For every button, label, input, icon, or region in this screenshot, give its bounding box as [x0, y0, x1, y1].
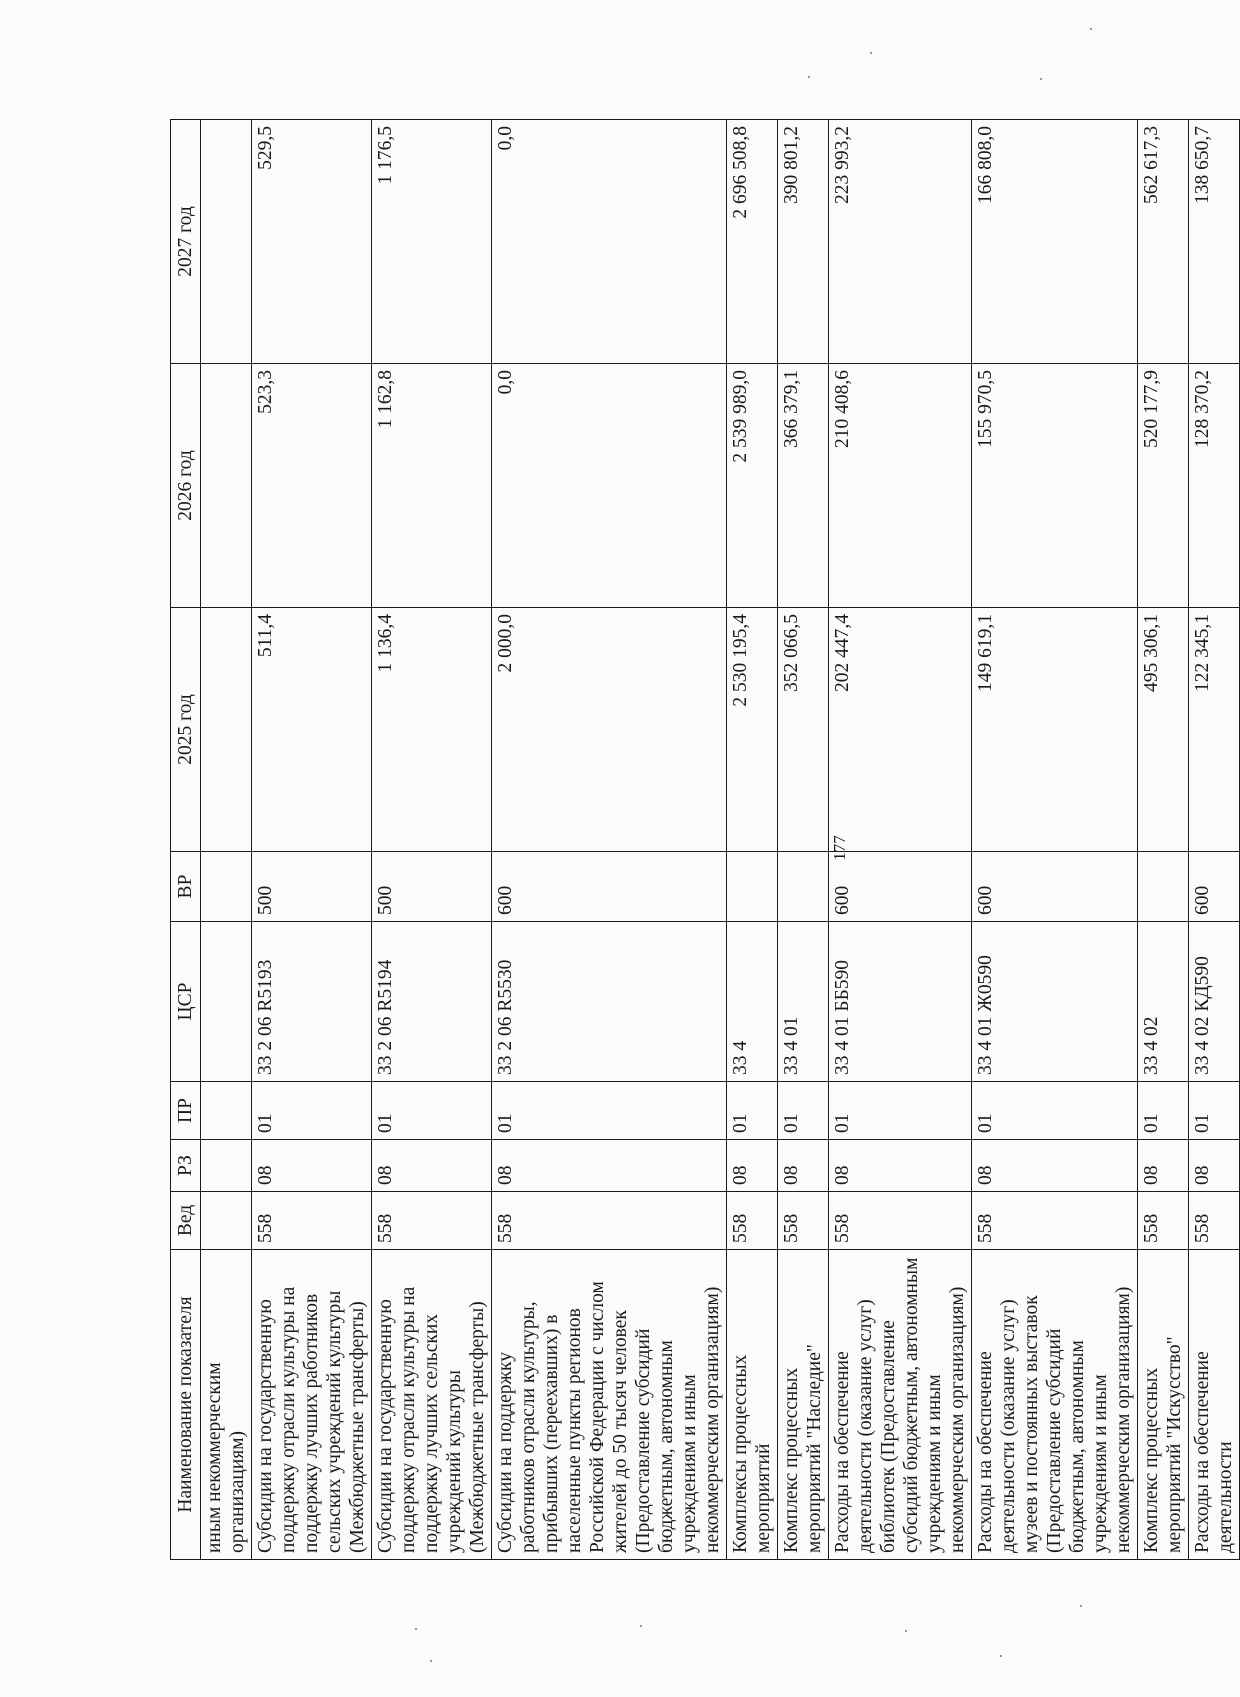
cell-pr: 01: [727, 1082, 778, 1140]
cell-rz: 08: [252, 1140, 372, 1192]
scan-speck: [1090, 28, 1092, 30]
cell-vr: 600: [1189, 852, 1240, 922]
cell-csr: 33 2 06 R5193: [252, 922, 372, 1082]
cell-2026: 366 379,1: [778, 364, 829, 608]
cell-ved: 558: [492, 1192, 727, 1250]
cell-ved: 558: [829, 1192, 972, 1250]
cell-name: Расходы на обеспечение деятельности (оказание услуг) музеев и постоянных выставок (Предоставление субсидий бюджетным, автономным учреждениям и иным некоммерческим организациям): [972, 1250, 1138, 1560]
cell-name: Субсидии на поддержку работников отрасли культуры, прибывших (переехавших) в населенные пункты регионов Российской Федерации с числом жителей до 50 тысяч человек (Предоставление субсидий бюджетным, автономным учреждениям и иным некоммерческим организациям): [492, 1250, 727, 1560]
cell-2026: 1 162,8: [372, 364, 492, 608]
cell-csr: 33 2 06 R5530: [492, 922, 727, 1082]
header-csr: ЦСР: [171, 922, 201, 1082]
cell-pr: 01: [252, 1082, 372, 1140]
cell-2026: 2 539 989,0: [727, 364, 778, 608]
cell-2027: 390 801,2: [778, 120, 829, 364]
cell-ved: 558: [778, 1192, 829, 1250]
rotated-budget-table-container: [170, 120, 1240, 1560]
cell-rz: 08: [778, 1140, 829, 1192]
header-pr: ПР: [171, 1082, 201, 1140]
header-vr: ВР: [171, 852, 201, 922]
cell-csr: 33 4 01 ББ590: [829, 922, 972, 1082]
cell-2026: 520 177,9: [1138, 364, 1189, 608]
cell-rz: 08: [972, 1140, 1138, 1192]
cell-ved: 558: [1138, 1192, 1189, 1250]
cell-rz: [201, 1140, 252, 1192]
cell-csr: [201, 922, 252, 1082]
cell-2025: 511,4: [252, 608, 372, 852]
cell-2025: 352 066,5: [778, 608, 829, 852]
cell-pr: 01: [972, 1082, 1138, 1140]
scan-speck: [808, 76, 810, 78]
cell-vr: 500: [252, 852, 372, 922]
table-row: [372, 120, 492, 1560]
table-row: [1189, 120, 1240, 1560]
header-2026: 2026 год: [171, 364, 201, 608]
cell-2026: [201, 364, 252, 608]
cell-pr: 01: [829, 1082, 972, 1140]
cell-name: Комплексы процессных мероприятий: [727, 1250, 778, 1560]
cell-2025: 1 136,4: [372, 608, 492, 852]
cell-ved: 558: [972, 1192, 1138, 1250]
cell-2025: 149 619,1: [972, 608, 1138, 852]
cell-csr: 33 4: [727, 922, 778, 1082]
cell-vr: [201, 852, 252, 922]
cell-vr: 600: [829, 852, 972, 922]
cell-pr: 01: [492, 1082, 727, 1140]
cell-pr: 01: [778, 1082, 829, 1140]
cell-pr: 01: [1138, 1082, 1189, 1140]
cell-vr: 600: [492, 852, 727, 922]
cell-rz: 08: [372, 1140, 492, 1192]
scan-speck: [870, 52, 872, 54]
table-row: [252, 120, 372, 1560]
cell-pr: 01: [1189, 1082, 1240, 1140]
cell-csr: 33 2 06 R5194: [372, 922, 492, 1082]
cell-2027: 0,0: [492, 120, 727, 364]
cell-csr: 33 4 02 КД590: [1189, 922, 1240, 1082]
header-2027: 2027 год: [171, 120, 201, 364]
table-row: [972, 120, 1138, 1560]
cell-ved: 558: [252, 1192, 372, 1250]
cell-vr: [778, 852, 829, 922]
cell-vr: 600: [972, 852, 1138, 922]
cell-2027: [201, 120, 252, 364]
cell-rz: 08: [492, 1140, 727, 1192]
cell-2027: 1 176,5: [372, 120, 492, 364]
cell-ved: [201, 1192, 252, 1250]
cell-name: иным некоммерческим организациям): [201, 1250, 252, 1560]
cell-name: Расходы на обеспечение деятельности (оказание услуг) библиотек (Предоставление субсидий бюджетным, автономным учреждениям и иным некоммерческим организациям): [829, 1250, 972, 1560]
scan-speck: [1040, 78, 1042, 80]
cell-csr: 33 4 02: [1138, 922, 1189, 1082]
table-row: [778, 120, 829, 1560]
cell-pr: [201, 1082, 252, 1140]
page-number: 177: [830, 835, 849, 861]
cell-name: Субсидии на государственную поддержку отрасли культуры на поддержку лучших работников сельских учреждений культуры (Межбюджетные трансферты): [252, 1250, 372, 1560]
cell-2027: 562 617,3: [1138, 120, 1189, 364]
cell-csr: 33 4 01: [778, 922, 829, 1082]
cell-2027: 138 650,7: [1189, 120, 1240, 364]
cell-2025: 122 345,1: [1189, 608, 1240, 852]
cell-rz: 08: [727, 1140, 778, 1192]
cell-2026: 523,3: [252, 364, 372, 608]
cell-2027: 2 696 508,8: [727, 120, 778, 364]
cell-2026: 155 970,5: [972, 364, 1138, 608]
scan-speck: [1000, 1655, 1002, 1657]
cell-name: Субсидии на государственную поддержку отрасли культуры на поддержку лучших сельских учреждений культуры (Межбюджетные трансферты): [372, 1250, 492, 1560]
cell-2025: 495 306,1: [1138, 608, 1189, 852]
scan-speck: [1080, 1605, 1082, 1607]
cell-2027: 223 993,2: [829, 120, 972, 364]
header-name: Наименование показателя: [171, 1250, 201, 1560]
cell-ved: 558: [727, 1192, 778, 1250]
cell-ved: 558: [372, 1192, 492, 1250]
cell-vr: [1138, 852, 1189, 922]
cell-rz: 08: [829, 1140, 972, 1192]
table-row: [492, 120, 727, 1560]
cell-2026: 210 408,6: [829, 364, 972, 608]
cell-2026: 0,0: [492, 364, 727, 608]
budget-table: [170, 119, 1240, 1560]
table-row: [829, 120, 972, 1560]
cell-rz: 08: [1138, 1140, 1189, 1192]
scan-speck: [905, 1630, 907, 1632]
header-2025: 2025 год: [171, 608, 201, 852]
cell-2027: 166 808,0: [972, 120, 1138, 364]
cell-2025: 2 530 195,4: [727, 608, 778, 852]
scan-speck: [415, 1628, 417, 1630]
cell-2025: [201, 608, 252, 852]
cell-rz: 08: [1189, 1140, 1240, 1192]
scan-speck: [640, 1625, 642, 1627]
cell-vr: [727, 852, 778, 922]
cell-vr: 500: [372, 852, 492, 922]
cell-pr: 01: [372, 1082, 492, 1140]
header-ved: Вед: [171, 1192, 201, 1250]
table-row: [1138, 120, 1189, 1560]
table-header-row: [171, 120, 201, 1560]
scan-speck: [430, 1660, 432, 1662]
cell-name: Комплекс процессных мероприятий "Наследие": [778, 1250, 829, 1560]
cell-2027: 529,5: [252, 120, 372, 364]
table-row: [727, 120, 778, 1560]
cell-name: Расходы на обеспечение деятельности: [1189, 1250, 1240, 1560]
table-row: [201, 120, 252, 1560]
cell-name: Комплекс процессных мероприятий "Искусство": [1138, 1250, 1189, 1560]
cell-csr: 33 4 01 Ж0590: [972, 922, 1138, 1082]
cell-2025: 202 447,4: [829, 608, 972, 852]
header-rz: РЗ: [171, 1140, 201, 1192]
cell-ved: 558: [1189, 1192, 1240, 1250]
cell-2026: 128 370,2: [1189, 364, 1240, 608]
cell-2025: 2 000,0: [492, 608, 727, 852]
